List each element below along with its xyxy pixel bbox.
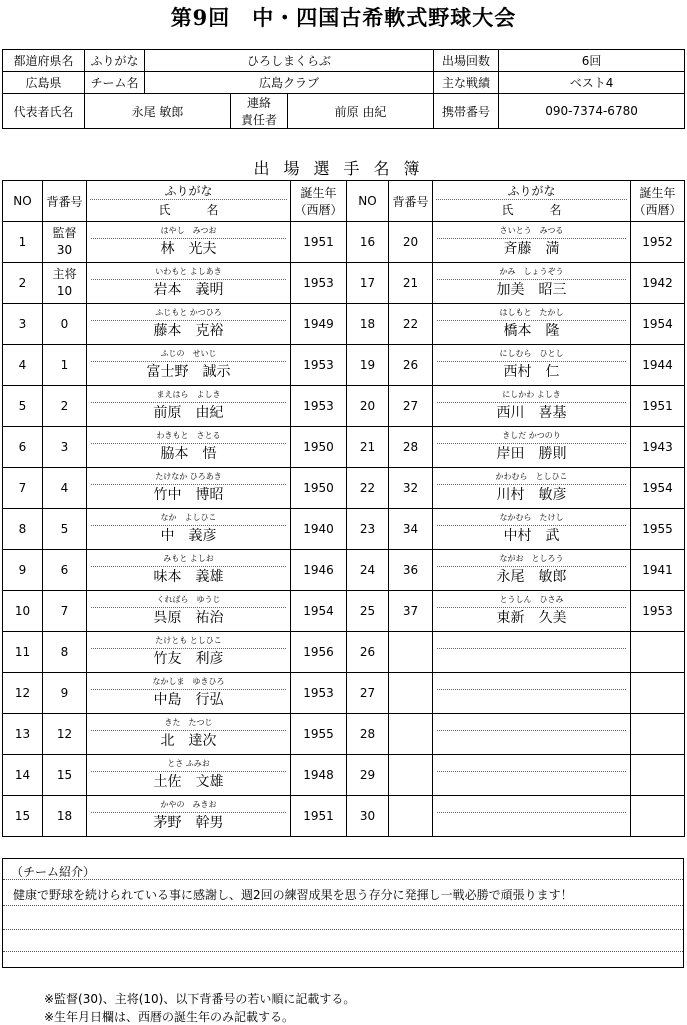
- player-birth-year: 1954: [631, 468, 685, 509]
- player-furigana: [437, 718, 626, 731]
- player-number: 0: [43, 304, 87, 345]
- player-number: 28: [389, 427, 433, 468]
- header-birth-right: [631, 181, 685, 222]
- player-name: 東新 久美: [496, 609, 567, 626]
- player-no: 27: [347, 673, 389, 714]
- player-furigana: たけなか ひろあき: [91, 472, 286, 485]
- player-furigana: くればら ゆうじ: [91, 595, 286, 608]
- player-no: 26: [347, 632, 389, 673]
- contact-label-line2: 責任者: [240, 113, 277, 127]
- player-number: 1: [43, 345, 87, 386]
- intro-rule: [3, 929, 683, 930]
- team-furigana: ひろしまくらぶ: [145, 50, 434, 72]
- player-no: 2: [3, 263, 43, 304]
- player-furigana: [437, 636, 626, 649]
- player-no: 8: [3, 509, 43, 550]
- table-row: [3, 386, 685, 427]
- contact-label-line1: 連絡: [246, 96, 271, 110]
- player-uniform: [43, 263, 87, 304]
- player-uniform: [43, 222, 87, 263]
- player-name: 中島 行弘: [153, 691, 224, 708]
- player-name-cell: [87, 468, 291, 509]
- page-title: 第9回 中・四国古希軟式野球大会: [170, 5, 517, 30]
- player-number: 32: [389, 468, 433, 509]
- player-birth-year: 1951: [291, 796, 347, 837]
- record-value: ベスト4: [499, 72, 685, 94]
- player-furigana: わきもと さとる: [91, 431, 286, 444]
- note-birth-year: ※生年月日欄は、西暦の誕生年のみ記載する。: [44, 1010, 295, 1024]
- player-name-cell: [433, 304, 631, 345]
- player-name-cell: [433, 632, 631, 673]
- player-name: 味本 義雄: [153, 568, 224, 585]
- player-name: 茅野 幹男: [153, 814, 224, 831]
- table-row: [3, 468, 685, 509]
- player-furigana: きしだ かつのり: [437, 431, 626, 444]
- player-name: 岩本 義明: [153, 281, 224, 298]
- player-name: 林 光夫: [160, 240, 217, 257]
- player-number: [389, 755, 433, 796]
- player-name: 斉藤 満: [503, 240, 560, 257]
- header-uniform: 背番号: [43, 181, 87, 222]
- table-row: [3, 304, 685, 345]
- player-no: 3: [3, 304, 43, 345]
- player-no: 10: [3, 591, 43, 632]
- player-no: 21: [347, 427, 389, 468]
- player-name: 竹友 利彦: [153, 650, 224, 667]
- header-birth: [291, 181, 347, 222]
- player-name-cell: [433, 468, 631, 509]
- intro-rule: [3, 951, 683, 952]
- player-furigana: かやの みきお: [91, 800, 286, 813]
- team-label: チーム名: [85, 72, 145, 94]
- player-no: 14: [3, 755, 43, 796]
- player-number: 18: [43, 796, 87, 837]
- player-furigana: なかしま ゆきひろ: [91, 677, 286, 690]
- player-name-cell: [87, 509, 291, 550]
- team-info-table: [2, 49, 685, 129]
- player-name: 永尾 敏郎: [496, 568, 567, 585]
- table-row: [3, 427, 685, 468]
- player-birth-year: 1954: [631, 304, 685, 345]
- player-no: 1: [3, 222, 43, 263]
- player-furigana: かわむら としひこ: [437, 472, 626, 485]
- player-furigana: きた たつじ: [91, 718, 286, 731]
- player-birth-year: 1954: [291, 591, 347, 632]
- player-number: [389, 796, 433, 837]
- player-name: 中村 武: [503, 527, 560, 544]
- record-label: 主な戦績: [434, 72, 499, 94]
- player-furigana: にしかわ よしき: [437, 390, 626, 403]
- player-name-cell: [433, 755, 631, 796]
- player-no: 25: [347, 591, 389, 632]
- player-no: 15: [3, 796, 43, 837]
- furigana-label: ふりがな: [85, 50, 145, 72]
- player-birth-year: 1953: [291, 673, 347, 714]
- player-name: 竹中 博昭: [153, 486, 224, 503]
- player-name-cell: [87, 263, 291, 304]
- player-furigana: [437, 677, 626, 690]
- player-birth-year: [631, 755, 685, 796]
- player-furigana: さいとう みつる: [437, 226, 626, 239]
- player-birth-year: 1940: [291, 509, 347, 550]
- player-name: 西川 喜基: [496, 404, 567, 421]
- player-name: 脇本 悟: [160, 445, 217, 462]
- player-birth-year: 1941: [631, 550, 685, 591]
- player-number: 36: [389, 550, 433, 591]
- player-birth-year: 1951: [631, 386, 685, 427]
- table-row: [3, 550, 685, 591]
- player-no: 16: [347, 222, 389, 263]
- player-no: 13: [3, 714, 43, 755]
- player-name: 中 義彦: [160, 527, 217, 544]
- team-name: 広島クラブ: [145, 72, 434, 94]
- player-no: 4: [3, 345, 43, 386]
- contact-name: 前原 由紀: [288, 94, 434, 129]
- player-birth-year: 1950: [291, 427, 347, 468]
- player-birth-year: 1955: [631, 509, 685, 550]
- player-name-cell: [87, 222, 291, 263]
- player-no: 29: [347, 755, 389, 796]
- table-row: [3, 632, 685, 673]
- player-number: 10: [56, 284, 73, 298]
- player-birth-year: [631, 714, 685, 755]
- appearances-label: 出場回数: [434, 50, 499, 72]
- header-no: NO: [3, 181, 43, 222]
- header-name-col: [87, 181, 291, 222]
- header-birth-line2: （西暦）: [294, 203, 343, 217]
- player-furigana: とさ ふみお: [91, 759, 286, 772]
- player-number: 22: [389, 304, 433, 345]
- player-birth-year: 1955: [291, 714, 347, 755]
- player-name: 北 達次: [160, 732, 217, 749]
- player-role: 主将: [52, 267, 77, 281]
- player-furigana: ふじの せいじ: [91, 349, 286, 362]
- player-name-cell: [87, 386, 291, 427]
- player-birth-year: [631, 796, 685, 837]
- player-number: 30: [56, 243, 73, 257]
- player-birth-year: 1943: [631, 427, 685, 468]
- player-birth-year: 1953: [291, 263, 347, 304]
- player-name-cell: [433, 263, 631, 304]
- player-number: 15: [43, 755, 87, 796]
- player-name: 川村 敏彦: [496, 486, 567, 503]
- player-number: 4: [43, 468, 87, 509]
- player-no: 9: [3, 550, 43, 591]
- player-name-cell: [87, 755, 291, 796]
- player-no: 12: [3, 673, 43, 714]
- player-number: 5: [43, 509, 87, 550]
- player-name-cell: [87, 796, 291, 837]
- player-name: 加美 昭三: [496, 281, 567, 298]
- player-name: [433, 772, 630, 792]
- player-birth-year: 1953: [291, 386, 347, 427]
- player-no: 24: [347, 550, 389, 591]
- player-furigana: ながお としろう: [437, 554, 626, 567]
- player-no: 23: [347, 509, 389, 550]
- header-furigana-right: ふりがな: [436, 183, 627, 200]
- player-birth-year: 1944: [631, 345, 685, 386]
- player-name: [433, 690, 630, 710]
- player-birth-year: 1949: [291, 304, 347, 345]
- appearances-value: 6回: [499, 50, 685, 72]
- player-name-cell: [433, 345, 631, 386]
- player-no: 20: [347, 386, 389, 427]
- player-name-cell: [433, 714, 631, 755]
- player-birth-year: 1950: [291, 468, 347, 509]
- player-furigana: なかむら たけし: [437, 513, 626, 526]
- player-furigana: はやし みつお: [91, 226, 286, 239]
- player-no: 6: [3, 427, 43, 468]
- player-furigana: にしむら ひとし: [437, 349, 626, 362]
- player-name-cell: [87, 345, 291, 386]
- player-number: 6: [43, 550, 87, 591]
- player-no: 7: [3, 468, 43, 509]
- player-number: 26: [389, 345, 433, 386]
- player-no: 11: [3, 632, 43, 673]
- player-furigana: いわもと よしあき: [91, 267, 286, 280]
- player-no: 17: [347, 263, 389, 304]
- player-name: 土佐 文雄: [153, 773, 224, 790]
- player-birth-year: 1953: [631, 591, 685, 632]
- table-row: [3, 222, 685, 263]
- player-name-cell: [433, 550, 631, 591]
- player-birth-year: [631, 632, 685, 673]
- roster-table: [2, 180, 685, 837]
- player-number: [389, 714, 433, 755]
- player-number: 3: [43, 427, 87, 468]
- player-name: [433, 813, 630, 833]
- player-number: 12: [43, 714, 87, 755]
- player-no: 19: [347, 345, 389, 386]
- player-name-cell: [433, 222, 631, 263]
- team-intro-label: （チーム紹介）: [11, 865, 96, 879]
- player-furigana: [437, 800, 626, 813]
- player-furigana: ふじもと かつひろ: [91, 308, 286, 321]
- player-number: 2: [43, 386, 87, 427]
- player-name: 富士野 誠示: [146, 363, 231, 380]
- player-number: 34: [389, 509, 433, 550]
- player-number: 8: [43, 632, 87, 673]
- team-intro-text: 健康で野球を続けられている事に感謝し、週2回の練習成果を思う存分に発揮し一戦必勝で頑張ります！: [13, 888, 573, 902]
- player-number: 27: [389, 386, 433, 427]
- player-no: 22: [347, 468, 389, 509]
- player-name-cell: [433, 427, 631, 468]
- rep-label: 代表者氏名: [3, 94, 85, 129]
- player-furigana: かみ しょうぞう: [437, 267, 626, 280]
- table-row: [3, 591, 685, 632]
- player-name-cell: [87, 550, 291, 591]
- team-intro-box: [2, 858, 684, 968]
- player-name-cell: [87, 632, 291, 673]
- player-role: 監督: [52, 226, 77, 240]
- table-row: [3, 796, 685, 837]
- roster-header-row: [3, 181, 685, 222]
- player-name-cell: [433, 386, 631, 427]
- header-birth-right-line2: （西暦）: [633, 203, 682, 217]
- contact-label: [231, 94, 288, 129]
- intro-rule: [3, 879, 683, 880]
- player-name-cell: [87, 714, 291, 755]
- table-row: [3, 509, 685, 550]
- table-row: [3, 673, 685, 714]
- player-furigana: なか よしひこ: [91, 513, 286, 526]
- roster-title: 出場選手名簿: [253, 159, 434, 178]
- player-name: 前原 由紀: [153, 404, 224, 421]
- intro-rule: [3, 905, 683, 906]
- player-name-cell: [433, 796, 631, 837]
- player-birth-year: 1953: [291, 345, 347, 386]
- header-birth-line1: 誕生年: [300, 186, 337, 200]
- player-name-cell: [433, 673, 631, 714]
- player-number: 21: [389, 263, 433, 304]
- rep-name: 永尾 敏郎: [85, 94, 231, 129]
- player-number: 9: [43, 673, 87, 714]
- table-row: [3, 345, 685, 386]
- player-name: 岸田 勝則: [496, 445, 567, 462]
- player-name-cell: [87, 591, 291, 632]
- player-name: [433, 731, 630, 751]
- player-name: 藤本 克裕: [153, 322, 224, 339]
- prefecture-value: 広島県: [3, 72, 85, 94]
- player-number: 7: [43, 591, 87, 632]
- player-no: 28: [347, 714, 389, 755]
- player-number: [389, 673, 433, 714]
- player-name-cell: [87, 673, 291, 714]
- player-birth-year: 1946: [291, 550, 347, 591]
- header-no-right: NO: [347, 181, 389, 222]
- phone-label: 携帯番号: [434, 94, 499, 129]
- player-name-cell: [87, 304, 291, 345]
- player-birth-year: 1951: [291, 222, 347, 263]
- header-name-col-right: [433, 181, 631, 222]
- note-order: ※監督(30)、主将(10)、以下背番号の若い順に記載する。: [44, 992, 356, 1006]
- player-no: 30: [347, 796, 389, 837]
- player-furigana: [437, 759, 626, 772]
- player-furigana: まえはら よしき: [91, 390, 286, 403]
- player-name-cell: [433, 591, 631, 632]
- player-number: 20: [389, 222, 433, 263]
- header-uniform-right: 背番号: [389, 181, 433, 222]
- player-furigana: みもと よしお: [91, 554, 286, 567]
- header-furigana: ふりがな: [90, 183, 287, 200]
- player-name: [433, 649, 630, 669]
- header-birth-right-line1: 誕生年: [639, 186, 676, 200]
- player-number: [389, 632, 433, 673]
- header-name: 氏 名: [158, 202, 219, 217]
- player-furigana: たけとも としひこ: [91, 636, 286, 649]
- player-no: 18: [347, 304, 389, 345]
- player-name: 橋本 隆: [503, 322, 560, 339]
- player-name-cell: [87, 427, 291, 468]
- player-name-cell: [433, 509, 631, 550]
- table-row: [3, 263, 685, 304]
- player-name: 西村 仁: [503, 363, 560, 380]
- phone-value: 090-7374-6780: [499, 94, 685, 129]
- player-no: 5: [3, 386, 43, 427]
- player-furigana: とうしん ひさみ: [437, 595, 626, 608]
- player-birth-year: 1956: [291, 632, 347, 673]
- table-row: [3, 755, 685, 796]
- table-row: [3, 714, 685, 755]
- header-name-right: 氏 名: [501, 202, 562, 217]
- player-name: 呉原 祐治: [153, 609, 224, 626]
- prefecture-label: 都道府県名: [3, 50, 85, 72]
- player-birth-year: 1952: [631, 222, 685, 263]
- player-furigana: はしもと たかし: [437, 308, 626, 321]
- player-birth-year: 1948: [291, 755, 347, 796]
- player-birth-year: [631, 673, 685, 714]
- player-number: 37: [389, 591, 433, 632]
- player-birth-year: 1942: [631, 263, 685, 304]
